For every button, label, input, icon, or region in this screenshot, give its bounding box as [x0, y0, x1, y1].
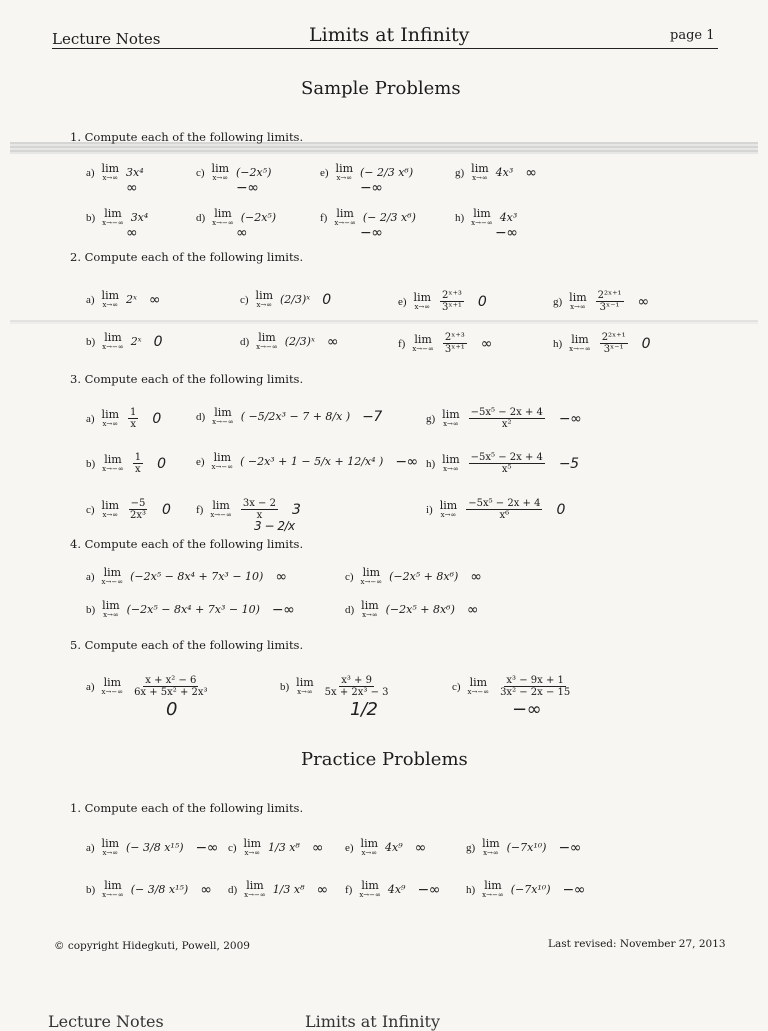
- handwritten-answer: 3: [291, 501, 301, 518]
- handwritten-answer: −5: [558, 455, 579, 472]
- limit-problem-p2-d: [240, 332, 338, 351]
- document-title: Limits at Infinity: [309, 24, 470, 46]
- scan-artifact-line: [10, 320, 758, 324]
- expression: (−2x⁵ − 8x⁴ + 7x³ − 10): [130, 570, 264, 583]
- problem-label: a): [86, 680, 95, 693]
- handwritten-answer: ∞: [236, 225, 248, 241]
- problem-label: a): [86, 841, 95, 854]
- copyright-notice: © copyright Hidegkuti, Powell, 2009: [54, 940, 250, 952]
- limit-problem-p3-a: [86, 407, 161, 430]
- limit-operator: lim x→−∞: [256, 331, 278, 351]
- limit-problem-p5-a: [86, 675, 212, 720]
- limit-operator: lim x→−∞: [102, 331, 124, 351]
- problem-2-heading: 2. Compute each of the following limits.: [70, 250, 304, 264]
- limit-operator: lim x→−∞: [102, 453, 124, 473]
- problem-label: c): [196, 166, 205, 179]
- limit-operator: lim x→−∞: [101, 676, 124, 696]
- limit-operator: lim x→∞: [482, 837, 500, 857]
- problem-label: b): [86, 335, 96, 348]
- page-number: page 1: [670, 28, 715, 43]
- problem-label: e): [398, 295, 407, 308]
- handwritten-answer: 0: [152, 410, 161, 427]
- limit-operator: lim x→∞: [471, 162, 489, 182]
- problem-label: e): [320, 166, 329, 179]
- handwritten-answer: −∞: [195, 839, 218, 856]
- limit-operator: lim x→∞: [442, 453, 460, 473]
- expression: 4x³: [495, 166, 514, 179]
- problem-label: h): [553, 337, 563, 350]
- limit-problem-p1-a: [86, 162, 144, 196]
- limit-operator: lim x→∞: [442, 408, 460, 428]
- problem-label: b): [280, 680, 290, 693]
- expression: 2ˣ: [126, 293, 137, 306]
- handwritten-answer: 0: [153, 333, 163, 350]
- expression: (−2x⁵): [240, 211, 277, 224]
- problem-3-heading: 3. Compute each of the following limits.: [70, 372, 304, 386]
- problem-label: c): [452, 680, 461, 693]
- limit-problem-pp1-b: [86, 880, 211, 899]
- expression: 4x⁹: [387, 883, 406, 896]
- limit-problem-p2-a: [86, 290, 160, 309]
- limit-operator: lim x→−∞: [211, 451, 234, 471]
- expression: (−2x⁵ − 8x⁴ + 7x³ − 10): [126, 603, 260, 616]
- limit-operator: lim x→−∞: [471, 207, 493, 227]
- limit-operator: lim x→−∞: [210, 499, 232, 519]
- limit-problem-pp1-d: [228, 880, 328, 899]
- handwritten-answer: −∞: [562, 881, 585, 898]
- problem-label: a): [86, 293, 95, 306]
- limit-problem-p2-f: [398, 332, 492, 355]
- last-revised: Last revised: November 27, 2013: [548, 938, 726, 950]
- problem-5-heading: 5. Compute each of the following limits.: [70, 638, 304, 652]
- fraction: $\frac{\text{−5x⁵ − 2x + 4}}{\text{x²}}$: [470, 407, 543, 430]
- handwritten-answer: ∞: [466, 601, 479, 618]
- limit-problem-pp1-g: [466, 838, 581, 857]
- limit-problem-p4-c: [345, 567, 481, 586]
- problem-label: e): [345, 841, 354, 854]
- handwritten-answer: −∞: [395, 453, 418, 470]
- problem-label: b): [86, 883, 96, 896]
- problem-label: g): [455, 166, 465, 179]
- expression: 2ˣ: [130, 335, 142, 348]
- limit-problem-p1-c: [196, 162, 272, 196]
- sample-problems-title: Sample Problems: [301, 78, 461, 99]
- handwritten-answer: 0: [162, 501, 171, 518]
- problem-label: c): [345, 570, 354, 583]
- problem-1-heading: 1. Compute each of the following limits.: [70, 130, 304, 144]
- problem-4-heading: 4. Compute each of the following limits.: [70, 537, 304, 551]
- handwritten-answer: 0: [157, 455, 166, 472]
- problem-label: a): [86, 570, 95, 583]
- handwritten-answer: −∞: [558, 410, 582, 427]
- limit-operator: lim x→∞: [101, 837, 120, 857]
- limit-operator: lim x→∞: [101, 162, 120, 182]
- problem-label: d): [196, 211, 206, 224]
- problem-label: c): [240, 293, 249, 306]
- limit-problem-p1-d: [196, 207, 277, 241]
- problem-label: d): [196, 410, 206, 423]
- limit-operator: lim x→−∞: [359, 879, 381, 899]
- limit-operator: lim x→−∞: [244, 879, 266, 899]
- fraction: $\frac{3x - 2}{x}$: [242, 498, 276, 521]
- header-left-label: Lecture Notes: [52, 30, 161, 48]
- problem-label: h): [455, 211, 465, 224]
- problem-label: f): [196, 503, 204, 516]
- handwritten-answer: 0: [166, 699, 177, 720]
- limit-problem-p2-c: [240, 290, 331, 309]
- expression: (− 2/3 x⁶): [360, 166, 414, 179]
- practice-problems-title: Practice Problems: [301, 749, 468, 770]
- expression: (−7x¹⁰): [510, 883, 551, 896]
- next-page-header-title: Limits at Infinity: [305, 1012, 440, 1031]
- limit-problem-p1-b: [86, 207, 149, 241]
- fraction: $\frac{\text{2ˣ⁺³}}{\text{3ˣ⁺¹}}$: [444, 332, 465, 355]
- problem-label: f): [345, 883, 353, 896]
- limit-problem-p2-e: [398, 290, 486, 313]
- limit-operator: lim x→∞: [413, 291, 432, 311]
- handwritten-answer: ∞: [525, 164, 537, 181]
- limit-operator: lim x→∞: [296, 676, 314, 696]
- limit-operator: lim x→−∞: [467, 676, 490, 696]
- limit-problem-p3-i: [426, 498, 565, 521]
- limit-problem-p3-d: [196, 407, 382, 426]
- fraction: $\frac{\text{−5x⁵ − 2x + 4}}{\text{x⁶}}$: [468, 498, 541, 521]
- handwritten-answer: −7: [362, 408, 382, 425]
- problem-label: c): [228, 841, 237, 854]
- handwritten-answer: ∞: [275, 568, 287, 585]
- problem-label: a): [86, 166, 95, 179]
- problem-label: g): [466, 841, 476, 854]
- fraction: $\frac{\text{2²ˣ⁺¹}}{\text{3ˣ⁻¹}}$: [597, 290, 622, 313]
- limit-operator: lim x→−∞: [569, 333, 591, 353]
- handwritten-answer: −∞: [558, 839, 581, 856]
- expression: (−2x⁵): [236, 166, 272, 179]
- handwritten-answer: 1/2: [350, 699, 378, 720]
- limit-operator: lim x→∞: [360, 837, 379, 857]
- limit-operator: lim x→∞: [101, 408, 120, 428]
- handwritten-answer: ∞: [470, 568, 482, 585]
- expression: 4x⁹: [385, 841, 403, 854]
- limit-problem-p1-h: [455, 207, 518, 241]
- handwritten-answer: −∞: [360, 180, 383, 196]
- fraction: $\frac{1}{x}$: [134, 452, 142, 475]
- limit-problem-p3-c: [86, 498, 170, 521]
- expression: (− 3/8 x¹⁵): [130, 883, 189, 896]
- expression: (− 3/8 x¹⁵): [126, 841, 184, 854]
- problem-label: b): [86, 457, 96, 470]
- problem-label: b): [86, 211, 96, 224]
- limit-problem-pp1-h: [466, 880, 585, 899]
- limit-operator: lim x→−∞: [334, 207, 356, 227]
- practice-1-heading: 1. Compute each of the following limits.: [70, 801, 304, 815]
- limit-operator: lim x→−∞: [102, 879, 124, 899]
- limit-problem-p4-b: [86, 600, 294, 619]
- limit-operator: lim x→−∞: [102, 207, 124, 227]
- handwritten-work-3f: 3 − 2/x: [254, 519, 295, 533]
- limit-problem-p5-b: [280, 675, 393, 720]
- handwritten-answer: ∞: [200, 881, 212, 898]
- handwritten-answer: ∞: [148, 291, 161, 308]
- limit-problem-pp1-c: [228, 838, 323, 857]
- handwritten-answer: ∞: [126, 225, 138, 241]
- problem-label: g): [426, 412, 436, 425]
- expression: 3x⁴: [126, 166, 144, 179]
- limit-problem-pp1-a: [86, 838, 218, 857]
- fraction: $\frac{-5}{\text{2x³}}$: [130, 498, 147, 521]
- limit-operator: lim x→−∞: [412, 333, 434, 353]
- handwritten-answer: ∞: [126, 180, 138, 196]
- handwritten-answer: 0: [477, 293, 487, 310]
- problem-label: g): [553, 295, 563, 308]
- problem-label: c): [86, 503, 95, 516]
- expression: 1/3 x⁸: [272, 883, 305, 896]
- limit-operator: lim x→∞: [243, 837, 262, 857]
- handwritten-answer: 0: [556, 501, 565, 518]
- handwritten-answer: −∞: [512, 699, 542, 720]
- limit-problem-p2-h: [553, 332, 650, 355]
- limit-problem-p1-g: [455, 163, 536, 182]
- expression: (−7x¹⁰): [506, 841, 547, 854]
- expression: (2/3)ˣ: [284, 335, 315, 348]
- problem-label: d): [228, 883, 238, 896]
- handwritten-answer: 0: [641, 335, 651, 352]
- fraction: $\frac{\text{2ˣ⁺³}}{\text{3ˣ⁺¹}}$: [442, 290, 462, 313]
- expression: (−2x⁵ + 8x⁶): [385, 603, 455, 616]
- problem-label: i): [426, 503, 433, 516]
- handwritten-answer: −∞: [495, 225, 518, 241]
- problem-label: h): [426, 457, 436, 470]
- handwritten-answer: ∞: [316, 881, 328, 898]
- handwritten-answer: ∞: [637, 293, 649, 310]
- handwritten-answer: ∞: [311, 839, 324, 856]
- limit-problem-p1-e: [320, 162, 414, 196]
- handwritten-answer: −∞: [236, 180, 259, 196]
- limit-operator: lim x→∞: [361, 599, 379, 619]
- limit-problem-pp1-e: [345, 838, 426, 857]
- limit-problem-p4-a: [86, 567, 287, 586]
- limit-operator: lim x→−∞: [101, 566, 124, 586]
- problem-label: a): [86, 412, 95, 425]
- expression: ( −2x³ + 1 − 5/x + 12/x⁴ ): [240, 455, 384, 468]
- handwritten-answer: −∞: [360, 225, 383, 241]
- problem-label: f): [398, 337, 406, 350]
- handwritten-answer: ∞: [480, 335, 492, 352]
- handwritten-answer: ∞: [326, 333, 339, 350]
- problem-label: d): [345, 603, 355, 616]
- handwritten-answer: 0: [322, 291, 331, 308]
- expression: ( −5/2x³ − 7 + 8/x ): [240, 410, 351, 423]
- limit-problem-p1-f: [320, 207, 416, 241]
- problem-label: d): [240, 335, 250, 348]
- limit-problem-p2-g: [553, 290, 649, 313]
- fraction: $\frac{\text{x³ + 9}}{\text{5x + 2x³ − 3}}$: [324, 675, 389, 698]
- limit-operator: lim x→∞: [101, 289, 120, 309]
- limit-operator: lim x→∞: [101, 499, 120, 519]
- problem-label: h): [466, 883, 476, 896]
- problem-label: f): [320, 211, 328, 224]
- problem-label: b): [86, 603, 96, 616]
- expression: (2/3)ˣ: [280, 293, 311, 306]
- handwritten-answer: −∞: [417, 881, 440, 898]
- handwritten-answer: ∞: [414, 839, 426, 856]
- problem-label: e): [196, 455, 205, 468]
- fraction: $\frac{1}{x}$: [130, 407, 137, 430]
- expression: (−2x⁵ + 8x⁶): [389, 570, 459, 583]
- next-page-header-left: Lecture Notes: [48, 1012, 164, 1031]
- limit-operator: lim x→∞: [102, 599, 120, 619]
- limit-problem-p3-e: [196, 452, 418, 471]
- limit-operator: lim x→∞: [335, 162, 354, 182]
- expression: (− 2/3 x⁶): [362, 211, 416, 224]
- limit-operator: lim x→−∞: [482, 879, 504, 899]
- limit-operator: lim x→−∞: [212, 207, 234, 227]
- limit-operator: lim x→−∞: [212, 406, 234, 426]
- limit-operator: lim x→∞: [439, 499, 458, 519]
- fraction: $\frac{\text{x + x² − 6}}{\text{6x + 5x² + 2x³}}$: [134, 675, 208, 698]
- limit-problem-p3-g: [426, 407, 581, 430]
- limit-problem-p3-f: [196, 498, 300, 521]
- limit-operator: lim x→−∞: [360, 566, 383, 586]
- limit-operator: lim x→∞: [211, 162, 230, 182]
- handwritten-answer: −∞: [271, 601, 295, 618]
- limit-problem-p4-d: [345, 600, 478, 619]
- limit-problem-p3-b: [86, 452, 165, 475]
- expression: 1/3 x⁸: [268, 841, 300, 854]
- fraction: $\frac{\text{x³ − 9x + 1}}{\text{3x² − 2x − 15}}$: [500, 675, 571, 698]
- limit-problem-p3-h: [426, 452, 579, 475]
- expression: 4x³: [499, 211, 518, 224]
- limit-operator: lim x→∞: [569, 291, 587, 311]
- fraction: $\frac{\text{−5x⁵ − 2x + 4}}{\text{x⁵}}$: [470, 452, 543, 475]
- limit-problem-p5-c: [452, 675, 574, 720]
- limit-problem-pp1-f: [345, 880, 440, 899]
- limit-problem-p2-b: [86, 332, 162, 351]
- fraction: $\frac{\text{2²ˣ⁺¹}}{\text{3ˣ⁻¹}}$: [601, 332, 626, 355]
- header-rule: [52, 48, 718, 49]
- expression: 3x⁴: [130, 211, 149, 224]
- limit-operator: lim x→∞: [255, 289, 274, 309]
